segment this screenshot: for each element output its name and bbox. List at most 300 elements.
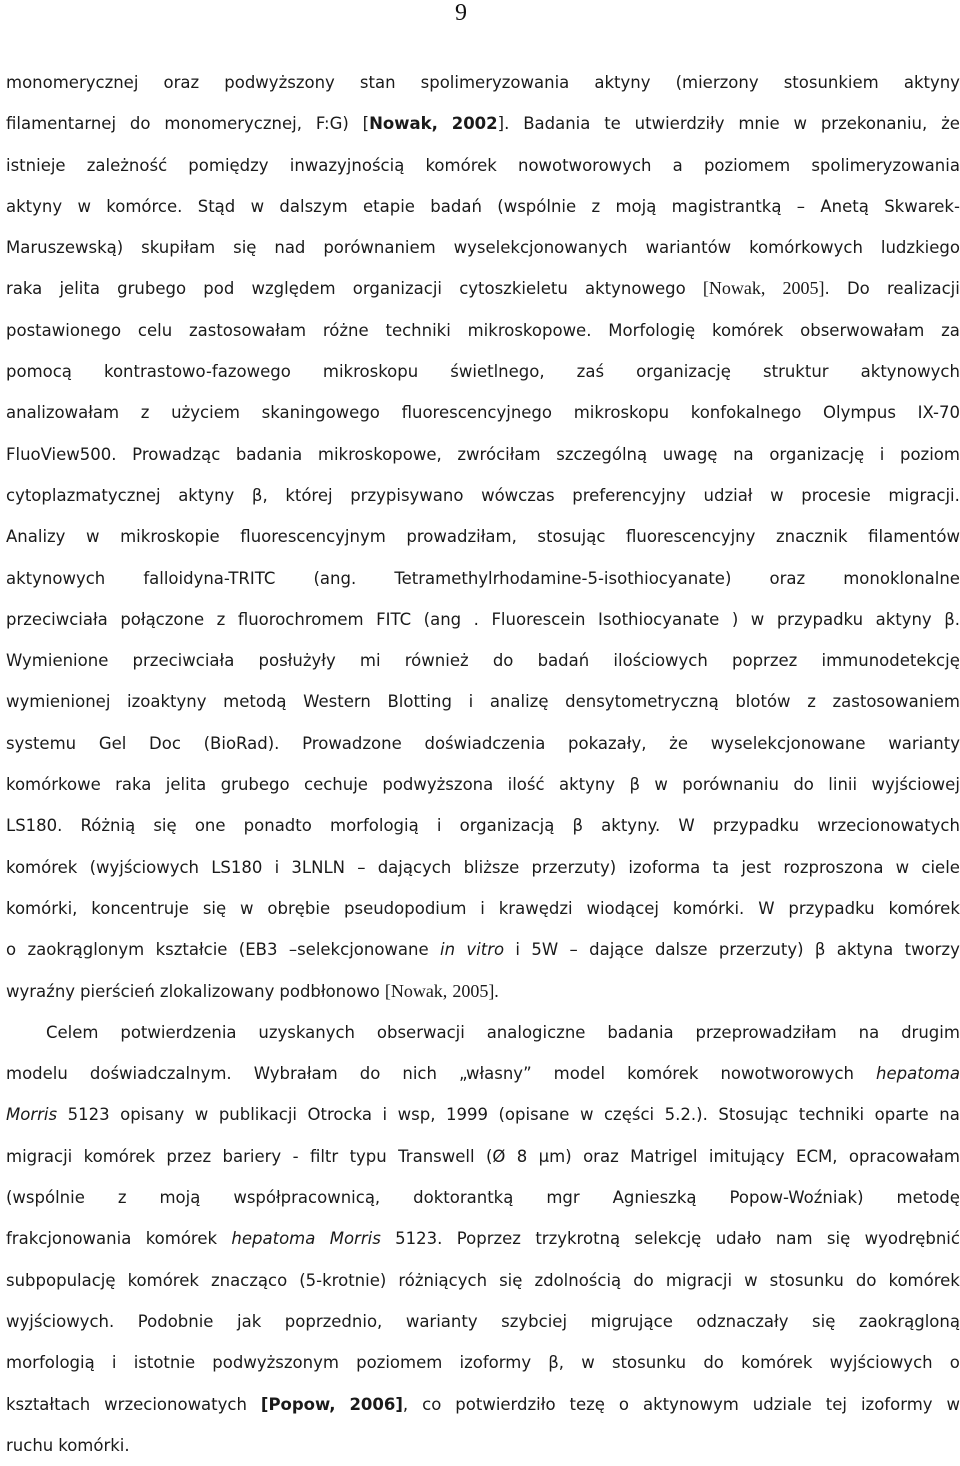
text-word: do (360, 1053, 381, 1094)
text-word: a (673, 145, 683, 186)
text-line (6, 475, 960, 516)
text-word: densytometryczną (565, 681, 719, 722)
text-word: Morfologię (608, 310, 695, 351)
text-word: co (422, 1384, 441, 1425)
text-word: badań (430, 186, 482, 227)
text-word: i (515, 929, 520, 970)
text-word: (ang (424, 599, 461, 640)
text-word: w (770, 475, 784, 516)
text-word: , (403, 1395, 408, 1414)
text-word: podwyższony (224, 62, 335, 103)
text-word: w (580, 1094, 594, 1135)
text-word: w (751, 599, 765, 640)
text-word: β (629, 764, 640, 805)
text-word: 5.2.). (665, 1094, 708, 1135)
text-word (349, 1384, 408, 1425)
text-word: komórkowych (749, 227, 863, 268)
text-word: wymienionej (6, 681, 110, 722)
text-word: z (141, 392, 150, 433)
text-word: β, (252, 475, 268, 516)
text-word: te (604, 103, 621, 144)
text-word: analogiczne (487, 1012, 586, 1053)
text-word: do (703, 1342, 724, 1383)
text-word: ponadto (244, 805, 312, 846)
text-word: aktynowym (643, 1384, 739, 1425)
text-word: modelu (6, 1053, 68, 1094)
text-word: w (240, 888, 254, 929)
text-word: (Ø (486, 1136, 505, 1177)
text-word: się (827, 1218, 850, 1259)
text-word: komórek (146, 1218, 217, 1259)
text-line (6, 434, 960, 475)
text-word: nad (274, 227, 305, 268)
text-word: stosunkiem (784, 62, 879, 103)
text-word: się (203, 888, 226, 929)
text-word: przerzuty) (532, 847, 617, 888)
text-word: moją (159, 1177, 200, 1218)
text-word: i (275, 847, 280, 888)
text-word: z (118, 1177, 127, 1218)
text-word: - (293, 1136, 299, 1177)
text-word: pomiędzy (188, 145, 268, 186)
text-word: komórek (889, 888, 960, 929)
text-word: potwierdzenia (120, 1012, 236, 1053)
text-word: aktyny. (601, 805, 660, 846)
text-word: spolimeryzowania (811, 145, 960, 186)
text-word: i (383, 1094, 388, 1135)
text-word: oparte (875, 1094, 929, 1135)
text-word: do (856, 1260, 877, 1301)
text-word: nam (776, 1218, 813, 1259)
text-word: oraz (583, 1136, 619, 1177)
text-word: obrębie (267, 888, 330, 929)
text-word: w (581, 1342, 595, 1383)
text-word: fluorochromem (238, 599, 364, 640)
text-line (6, 516, 960, 557)
text-word: komórki, (6, 888, 77, 929)
text-word: i (469, 681, 474, 722)
text-word: warianty (888, 723, 960, 764)
text-word: wsp, (398, 1094, 436, 1135)
text-word: migrujące (591, 1301, 673, 1342)
text-word: wyjściowych. (6, 1301, 114, 1342)
text-word: z (591, 186, 600, 227)
text-word: poziomem (704, 145, 790, 186)
text-word: posłużyły (259, 640, 336, 681)
text-word: linii (828, 764, 857, 805)
text-word: cytoszkieletu (459, 268, 568, 309)
text-word: komórek (627, 1053, 698, 1094)
text-word: przeciwciała (133, 640, 235, 681)
text-word: magistrantką (672, 186, 782, 227)
text-word: dające (589, 929, 644, 970)
text-word: „własny” (459, 1053, 532, 1094)
text-word: moją (615, 186, 656, 227)
text-word: Skwarek- (884, 186, 960, 227)
text-word: Podobnie (138, 1301, 214, 1342)
text-word: Do (847, 268, 870, 309)
text-word: mikroskopu (574, 392, 669, 433)
text-word: [Nowak, (385, 971, 447, 1012)
text-word: techniki (385, 310, 450, 351)
text-word: również (405, 640, 469, 681)
text-word: IX-70 (918, 392, 960, 433)
text-word: różne (323, 310, 369, 351)
text-word: znacząco (211, 1260, 287, 1301)
text-word: komórce. (106, 186, 182, 227)
text-word: postawionego (6, 310, 121, 351)
text-word: 2006] (349, 1395, 402, 1414)
text-word: mgr (546, 1177, 579, 1218)
text-word: 2005]. (452, 971, 499, 1012)
text-word: β, (548, 1342, 564, 1383)
text-word: Popow-Woźniak) (729, 1177, 863, 1218)
text-word: jak (237, 1301, 261, 1342)
text-line (6, 847, 960, 888)
text-word: uzyskanych (258, 1012, 355, 1053)
text-word: części (604, 1094, 654, 1135)
text-word: celu (138, 310, 172, 351)
text-word: ruchu (6, 1425, 53, 1466)
text-word: β (573, 805, 584, 846)
text-word: procesie (801, 475, 871, 516)
text-word: Fluorescein (491, 599, 585, 640)
text-line (6, 599, 960, 640)
text-word: monomerycznej, (164, 103, 302, 144)
text-word: w (793, 103, 807, 144)
text-word: w (195, 1094, 209, 1135)
text-word: ilość (508, 764, 545, 805)
text-word: morfologią (330, 805, 419, 846)
text-word: nich (402, 1053, 437, 1094)
text-word: przerzuty) (719, 929, 804, 970)
text-word: konfokalnego (691, 392, 802, 433)
text-word: organizacji (353, 268, 442, 309)
text-word: z (217, 599, 226, 640)
text-word: wyselekcjonowanych (454, 227, 628, 268)
text-word: falloidyna-TRITC (143, 558, 275, 599)
text-word: 8 (517, 1136, 528, 1177)
text-word: (5-krotnie) (299, 1260, 386, 1301)
text-word: Analizy (6, 516, 65, 557)
text-word: się (812, 1301, 835, 1342)
text-word: znacznik (776, 516, 848, 557)
text-word: Morris (330, 1218, 381, 1259)
text-line (6, 1301, 960, 1342)
text-word: komórek (425, 145, 496, 186)
text-word: fluorescencyjny (626, 516, 755, 557)
text-word: pierścień (80, 971, 155, 1012)
text-word: Otrocka (308, 1094, 372, 1135)
text-word: filtr (310, 1136, 338, 1177)
page-number: 9 (455, 0, 467, 27)
text-word: podwyższonym (212, 1342, 339, 1383)
text-word: w (744, 1260, 758, 1301)
text-word: przeciwciała (6, 599, 108, 640)
text-word: porównaniu (682, 764, 779, 805)
text-line (6, 268, 960, 309)
text-line (6, 971, 960, 1012)
text-line (6, 1218, 960, 1259)
text-word: W (758, 888, 774, 929)
text-word: koncentruje (91, 888, 189, 929)
text-word: migracji (6, 1136, 72, 1177)
text-word: techniki (799, 1094, 864, 1135)
text-word: Różnią (81, 805, 136, 846)
text-word: (ang. (314, 558, 357, 599)
text-word: mikroskopowe, (318, 434, 442, 475)
text-word: ilościowych (613, 640, 707, 681)
text-word: (wspólnie (497, 186, 576, 227)
text-word: – (357, 847, 365, 888)
text-line (6, 103, 960, 144)
text-word: w (654, 764, 668, 805)
text-word: przypadku (713, 805, 799, 846)
text-word: aktyny (178, 475, 234, 516)
text-word: o (6, 929, 16, 970)
text-word: spolimeryzowania (421, 62, 570, 103)
text-word: Badania (523, 103, 590, 144)
text-word: w (77, 186, 91, 227)
text-word: LS180. (6, 805, 62, 846)
text-word: szczególną (556, 434, 647, 475)
text-word: w (251, 186, 265, 227)
text-word: migracji. (888, 475, 960, 516)
text-word: względem (252, 268, 336, 309)
text-word: ta (713, 847, 730, 888)
text-word: zaokrąglonym (27, 929, 144, 970)
text-word: . (474, 599, 479, 640)
text-word: mikroskopu (323, 351, 418, 392)
text-word: skupiłam (141, 227, 215, 268)
text-word: utwierdziły (635, 103, 725, 144)
text-word: komórek (888, 1260, 959, 1301)
text-word: Gel (99, 723, 127, 764)
text-word: cytoplazmatycznej (6, 475, 161, 516)
text-word: Poprzez (457, 1218, 521, 1259)
text-word: . (825, 279, 830, 298)
text-word: 2002 (452, 114, 498, 133)
text-word: komórki. (58, 1425, 129, 1466)
text-line (6, 681, 960, 722)
text-word: FluoView500. (6, 434, 117, 475)
text-word: jest (741, 847, 771, 888)
text-word: organizację (769, 434, 864, 475)
text-word: opracowałam (849, 1136, 960, 1177)
text-word: przez (166, 1136, 211, 1177)
text-word: cechuje (304, 764, 368, 805)
text-word: [Nowak, (703, 268, 765, 309)
text-word: zależność (87, 145, 167, 186)
text-line (6, 1094, 960, 1135)
text-word: szybciej (501, 1301, 567, 1342)
text-word: grubego (117, 268, 186, 309)
text-word: LS180 (211, 847, 262, 888)
text-word: zastosowaniem (833, 681, 960, 722)
text-word: kontrastowo-fazowego (104, 351, 291, 392)
text-line (6, 1177, 960, 1218)
text-word (452, 103, 510, 144)
text-word: poprzednio, (285, 1301, 383, 1342)
text-word: i (480, 888, 485, 929)
text-word: vitro (466, 929, 504, 970)
text-word: różniących (398, 1260, 487, 1301)
text-word: bariery (223, 1136, 282, 1177)
text-word: grubego (221, 764, 290, 805)
text-word: struktur (763, 351, 829, 392)
text-word: kształcie (156, 929, 228, 970)
text-word (783, 268, 830, 309)
text-word: morfologią (6, 1342, 95, 1383)
text-word: oraz (164, 62, 200, 103)
text-word: o (950, 1342, 960, 1383)
text-word: komórek (84, 1136, 155, 1177)
text-word: immunodetekcję (822, 640, 960, 681)
text-word: oraz (769, 558, 805, 599)
text-word: Olympus (823, 392, 896, 433)
text-word: stosunku (612, 1342, 686, 1383)
text-word: zdolnością (534, 1260, 621, 1301)
text-word: i (437, 805, 442, 846)
text-word: Maruszewską) (6, 227, 123, 268)
text-word: wyjściowych (830, 1342, 933, 1383)
text-word: udało (716, 1218, 762, 1259)
text-word: skaningowego (262, 392, 380, 433)
text-line (6, 392, 960, 433)
text-word: poziom (900, 434, 960, 475)
text-word: hepatoma (231, 1218, 315, 1259)
text-word: β (815, 929, 826, 970)
text-word: przypadku (777, 599, 863, 640)
text-line (6, 1342, 960, 1383)
text-word: uwagę (663, 434, 718, 475)
text-line (6, 764, 960, 805)
text-word: nowotworowych (720, 1053, 854, 1094)
text-word: tezę (570, 1384, 605, 1425)
text-word: na (939, 1094, 960, 1135)
text-word: μm) (539, 1136, 572, 1177)
text-line (6, 929, 960, 970)
text-word: badania (607, 1012, 673, 1053)
text-word: do (130, 103, 151, 144)
text-word: że (941, 103, 960, 144)
text-word: do (793, 764, 814, 805)
text-word: komórek (6, 847, 77, 888)
text-word: wówczas (481, 475, 555, 516)
text-line (6, 723, 960, 764)
text-word: doświadczalnym. (90, 1053, 232, 1094)
text-word: pokazały, (568, 723, 646, 764)
text-word: połączone (120, 599, 204, 640)
text-word: warianty (406, 1301, 478, 1342)
text-word: inwazyjnością (290, 145, 405, 186)
text-word: Doc (149, 723, 181, 764)
text-word: in (440, 929, 455, 970)
text-word: bliższe (464, 847, 520, 888)
text-word: w (896, 847, 910, 888)
text-word: aktynowych (6, 558, 105, 599)
text-word: dalsze (655, 929, 708, 970)
text-word: (mierzony (676, 62, 759, 103)
text-word: prowadziłam, (406, 516, 516, 557)
text-word: izoaktyny (127, 681, 206, 722)
text-line (6, 1012, 960, 1053)
text-word: aktyny (876, 599, 932, 640)
text-word: podwyższona (382, 764, 493, 805)
text-word: tworzy (905, 929, 960, 970)
text-word: udziale (753, 1384, 812, 1425)
text-word: Transwell (398, 1136, 474, 1177)
text-line (6, 145, 960, 186)
text-word: drugim (901, 1012, 960, 1053)
text-word: się (233, 227, 256, 268)
text-line (6, 62, 960, 103)
text-word: współpracownicą, (233, 1177, 380, 1218)
text-word: model (554, 1053, 605, 1094)
text-word: aktyny (559, 764, 615, 805)
text-word: rozproszona (783, 847, 883, 888)
text-word: raka (6, 268, 42, 309)
text-word: pod (203, 268, 234, 309)
text-word: wariantów (646, 227, 732, 268)
text-word: zaś (577, 351, 604, 392)
text-word: migracji (666, 1260, 732, 1301)
text-word: filamentów (868, 516, 960, 557)
text-word: Matrigel (630, 1136, 697, 1177)
text-word: – (570, 929, 578, 970)
text-word: przeprowadziłam (696, 1012, 837, 1053)
text-word: Isothiocyanate (598, 599, 719, 640)
text-word: wrzecionowatych (817, 805, 960, 846)
text-word: 3LNLN (291, 847, 345, 888)
text-word: 5123. (395, 1218, 442, 1259)
text-word: izoformy (460, 1342, 532, 1383)
text-word: kształtach (6, 1384, 90, 1425)
text-word: dalszym (279, 186, 347, 227)
text-word: izoforma (628, 847, 700, 888)
text-word: publikacji (219, 1094, 297, 1135)
text-word: analizowałam (6, 392, 119, 433)
text-word: monoklonalne (843, 558, 960, 599)
text-word: blotów (735, 681, 790, 722)
text-word: Nowak, (369, 114, 438, 133)
text-word: Anetą (820, 186, 868, 227)
text-word: fluorescencyjnego (402, 392, 552, 433)
text-word: użyciem (171, 392, 240, 433)
text-word: zwróciłam (457, 434, 540, 475)
text-word: 2005] (783, 278, 825, 298)
text-word: wyodrębnić (865, 1218, 960, 1259)
text-word: 5W (531, 929, 558, 970)
text-line (6, 1384, 960, 1425)
text-word: Prowadząc (132, 434, 220, 475)
text-word: organizację (636, 351, 731, 392)
text-word: przypisywano (350, 475, 463, 516)
text-word: Western (303, 681, 371, 722)
text-word: że (669, 723, 688, 764)
text-word: przekonaniu, (821, 103, 927, 144)
text-word: o (619, 1384, 629, 1425)
text-word: do (493, 640, 514, 681)
text-word: badania (236, 434, 302, 475)
text-word: 1999 (446, 1094, 488, 1135)
text-word: mikroskopowe. (468, 310, 592, 351)
text-line (6, 805, 960, 846)
text-line (6, 1053, 960, 1094)
text-word: (EB3 (239, 929, 278, 970)
text-word: Prowadzone (302, 723, 402, 764)
text-word: wyselekcjonowane (711, 723, 866, 764)
